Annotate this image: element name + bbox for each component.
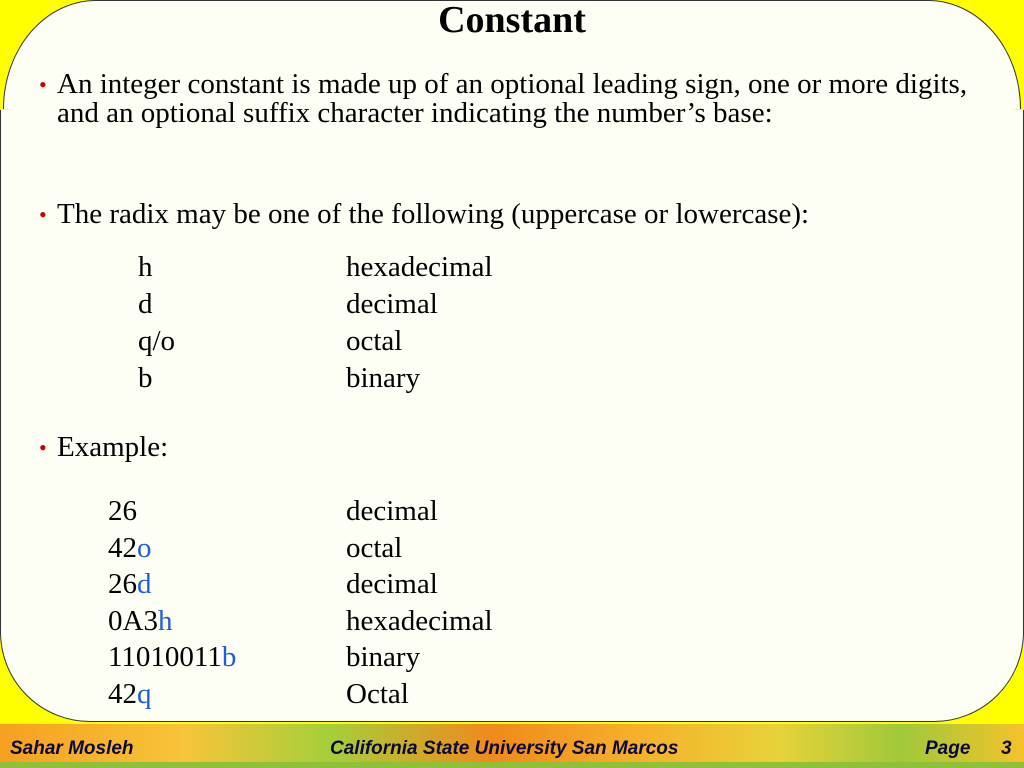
example-row — [108, 530, 493, 567]
example-table — [108, 493, 493, 712]
bullet-dot-icon: • — [39, 435, 47, 460]
radix-table — [138, 249, 493, 397]
bullet-dot-icon: • — [39, 202, 47, 227]
bullet-radix — [39, 198, 977, 230]
radix-suffix: q/o — [138, 325, 176, 357]
bullet-integer-constant — [39, 68, 977, 129]
radix-row — [138, 323, 493, 360]
example-meaning: decimal — [346, 495, 438, 527]
example-suffix: o — [137, 531, 152, 564]
example-meaning: decimal — [346, 568, 438, 600]
example-number — [108, 530, 346, 567]
bullet-example — [39, 431, 457, 463]
radix-row — [138, 360, 493, 397]
example-suffix: d — [137, 568, 152, 600]
example-digits: 11010011 — [108, 641, 222, 673]
footer-author: Sahar Mosleh — [10, 738, 134, 759]
example-row — [108, 566, 493, 603]
footer-page-label: Page — [925, 738, 971, 759]
example-meaning: octal — [346, 531, 403, 564]
example-digits: 26 — [108, 568, 137, 600]
example-digits: 26 — [108, 495, 137, 527]
example-digits: 0A3 — [108, 604, 158, 637]
bullet-dot-icon: • — [39, 72, 47, 97]
example-digits: 42 — [108, 531, 137, 564]
bullet-text: The radix may be one of the following (uppercase or lowercase): — [57, 198, 810, 230]
example-meaning: Octal — [346, 677, 409, 710]
example-row — [108, 676, 493, 713]
radix-meaning: decimal — [346, 288, 438, 320]
example-suffix: b — [221, 641, 237, 673]
example-number — [108, 566, 346, 603]
slide-title: Constant — [438, 0, 586, 41]
radix-suffix: h — [138, 251, 153, 283]
radix-meaning: binary — [346, 362, 421, 394]
example-suffix: q — [137, 677, 152, 710]
example-meaning: hexadecimal — [346, 604, 493, 637]
example-number — [108, 493, 346, 530]
example-meaning: binary — [346, 641, 421, 673]
radix-suffix: b — [138, 362, 153, 394]
footer-university: California State University San Marcos — [330, 738, 679, 759]
radix-row — [138, 249, 493, 286]
example-number — [108, 676, 346, 713]
radix-row — [138, 286, 493, 323]
bullet-text: Example: — [57, 431, 169, 463]
bullet-text: An integer constant is made up of an optional leading sign, one or more digits, and an optional suffix character indicating the number’s base: — [57, 68, 968, 129]
example-row — [108, 639, 493, 676]
example-row — [108, 493, 493, 530]
radix-meaning: octal — [346, 325, 403, 357]
radix-meaning: hexadecimal — [346, 251, 493, 283]
radix-suffix: d — [138, 288, 153, 320]
footer-strip — [0, 762, 1024, 768]
example-row — [108, 603, 493, 640]
footer-page-number: 3 — [1001, 738, 1012, 759]
example-number — [108, 639, 346, 676]
example-number — [108, 603, 346, 640]
example-suffix: h — [157, 604, 173, 637]
example-digits: 42 — [108, 677, 137, 710]
